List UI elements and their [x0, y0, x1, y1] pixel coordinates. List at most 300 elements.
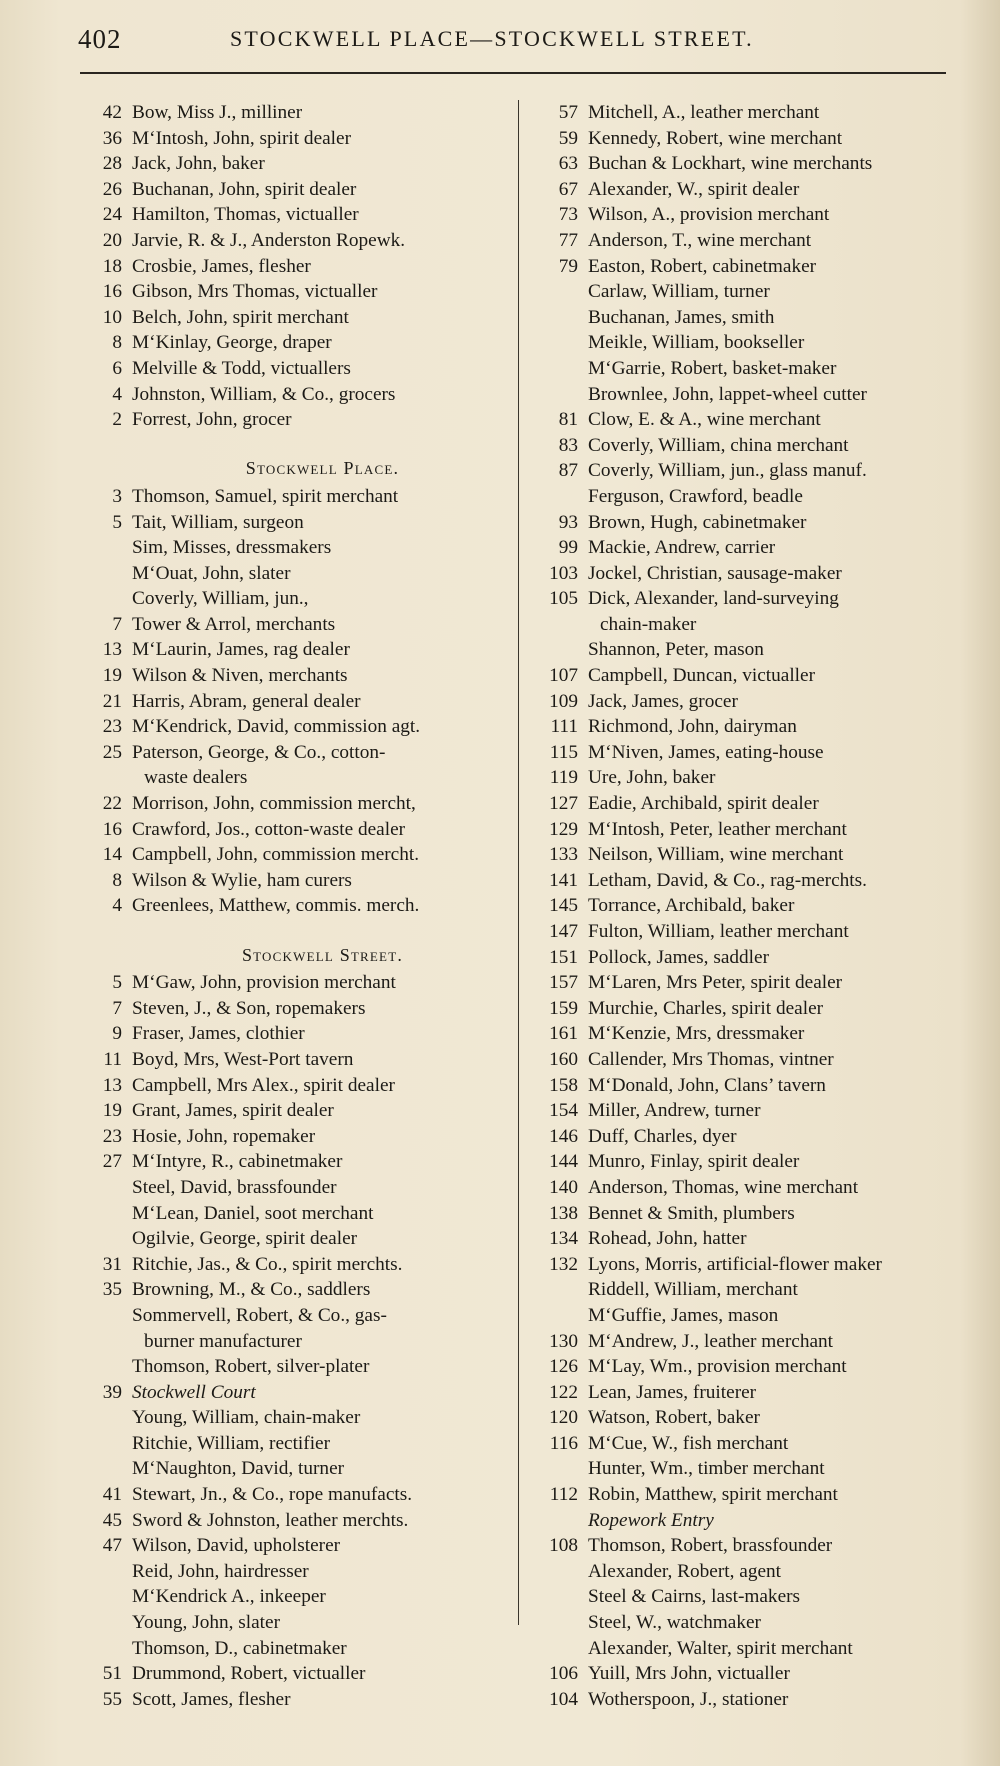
street-number: 47: [102, 1535, 122, 1557]
street-number: 77: [558, 229, 578, 251]
directory-entry: [528, 330, 968, 356]
entry-text: chain-maker: [600, 613, 697, 635]
entry-text: Riddell, William, merchant: [588, 1279, 798, 1301]
entry-text: M‘Andrew, J., leather merchant: [588, 1330, 834, 1352]
directory-entry: [80, 1508, 520, 1534]
street-number: 35: [102, 1279, 122, 1301]
street-number: 3: [112, 485, 122, 507]
directory-entry: [80, 1329, 520, 1355]
entry-text: M‘Garrie, Robert, basket-maker: [588, 357, 837, 379]
street-number: [528, 612, 578, 638]
directory-entry: [80, 1149, 520, 1175]
directory-entry: [80, 714, 520, 740]
street-number: 36: [102, 127, 122, 149]
directory-entry: [80, 1303, 520, 1329]
entry-text: Drummond, Robert, victualler: [132, 1663, 366, 1685]
street-number: 8: [112, 869, 122, 891]
entry-text: Harris, Abram, general dealer: [132, 690, 361, 712]
directory-entry: [80, 1380, 520, 1406]
column-divider: [518, 100, 519, 1625]
directory-entry: [528, 663, 968, 689]
entry-text: Mackie, Andrew, carrier: [588, 537, 776, 559]
entry-text: Ritchie, Jas., & Co., spirit merchts.: [132, 1253, 403, 1275]
entry-text: Thomson, Samuel, spirit merchant: [132, 485, 399, 507]
street-number: 130: [549, 1330, 578, 1352]
street-number: 146: [549, 1125, 578, 1147]
street-number: [80, 1175, 122, 1201]
street-number: [80, 1636, 122, 1662]
street-number: [528, 279, 578, 305]
entry-text: Shannon, Peter, mason: [588, 639, 764, 661]
directory-entry: [528, 1354, 968, 1380]
street-number: [80, 1456, 122, 1482]
entry-text: Reid, John, hairdresser: [132, 1560, 309, 1582]
street-number: 16: [102, 281, 122, 303]
entry-text: Crawford, Jos., cotton-waste dealer: [132, 818, 406, 840]
street-number: 11: [103, 1048, 122, 1070]
entry-text: Alexander, W., spirit dealer: [588, 178, 800, 200]
entry-text: Munro, Finlay, spirit dealer: [588, 1151, 800, 1173]
entry-text: M‘Lean, Daniel, soot merchant: [132, 1202, 374, 1224]
entry-text: Ropework Entry: [588, 1509, 714, 1531]
street-number: 129: [549, 818, 578, 840]
street-number: 83: [558, 434, 578, 456]
entry-text: Tower & Arrol, merchants: [132, 613, 336, 635]
entry-text: M‘Cue, W., fish merchant: [588, 1432, 789, 1454]
directory-entry: [80, 689, 520, 715]
entry-text: Jarvie, R. & J., Anderston Ropewk.: [132, 229, 406, 251]
entry-text: Meikle, William, bookseller: [588, 332, 805, 354]
directory-entry: [528, 1584, 968, 1610]
entry-text: Eadie, Archibald, spirit dealer: [588, 793, 819, 815]
entry-text: Rohead, John, hatter: [588, 1228, 747, 1250]
entry-text: Coverly, William, jun., glass manuf.: [588, 460, 867, 482]
directory-entry: [528, 356, 968, 382]
entry-text: Johnston, William, & Co., grocers: [132, 383, 396, 405]
directory-entry: [80, 1687, 520, 1713]
street-number: 157: [549, 972, 578, 994]
directory-entry: [528, 535, 968, 561]
street-number: [528, 330, 578, 356]
entry-text: Tait, William, surgeon: [132, 511, 304, 533]
directory-entry: [80, 126, 520, 152]
entry-text: Mitchell, A., leather merchant: [588, 102, 820, 123]
entry-text: Lyons, Morris, artificial-flower maker: [588, 1253, 882, 1275]
directory-entry: [80, 1277, 520, 1303]
directory-entry: [80, 1226, 520, 1252]
street-number: 57: [558, 102, 578, 123]
directory-entry: [528, 1610, 968, 1636]
entry-text: Melville & Todd, victuallers: [132, 357, 351, 379]
street-number: 63: [558, 153, 578, 175]
street-number: [528, 382, 578, 408]
entry-text: Wilson & Wylie, ham curers: [132, 869, 352, 891]
entry-text: Hosie, John, ropemaker: [132, 1125, 316, 1147]
entry-text: Duff, Charles, dyer: [588, 1125, 737, 1147]
section-title: Stockwell Street.: [241, 944, 404, 965]
street-number: 151: [549, 946, 578, 968]
entry-text: Bennet & Smith, plumbers: [588, 1202, 795, 1224]
directory-entry: [528, 177, 968, 203]
street-number: 132: [549, 1253, 578, 1275]
directory-entry: [528, 1508, 968, 1534]
directory-entry: [80, 1431, 520, 1457]
directory-entry: [528, 1277, 968, 1303]
entry-text: Gibson, Mrs Thomas, victualler: [132, 281, 378, 303]
street-number: 133: [549, 844, 578, 866]
directory-entry: [528, 1661, 968, 1687]
directory-entry: [528, 1098, 968, 1124]
directory-entry: [528, 1431, 968, 1457]
street-number: 108: [549, 1535, 578, 1557]
directory-entry: [80, 663, 520, 689]
street-number: 119: [549, 767, 578, 789]
street-number: 45: [102, 1509, 122, 1531]
directory-entry: [80, 254, 520, 280]
street-number: [80, 561, 122, 587]
street-number: 127: [549, 793, 578, 815]
section-heading: [80, 433, 520, 484]
street-number: 104: [549, 1688, 578, 1710]
directory-entry: [528, 254, 968, 280]
street-number: 7: [112, 613, 122, 635]
entry-text: Grant, James, spirit dealer: [132, 1100, 334, 1122]
entry-text: Boyd, Mrs, West-Port tavern: [132, 1048, 354, 1070]
directory-entry: [80, 382, 520, 408]
street-number: 106: [549, 1663, 578, 1685]
directory-entry: [80, 510, 520, 536]
directory-entry: [80, 535, 520, 561]
entry-text: Wilson, David, upholsterer: [132, 1535, 341, 1557]
directory-entry: [80, 407, 520, 433]
directory-entry: [528, 868, 968, 894]
directory-entry: [528, 1533, 968, 1559]
directory-entry: [528, 919, 968, 945]
street-number: 140: [549, 1176, 578, 1198]
street-number: [528, 637, 578, 663]
street-number: 144: [549, 1151, 578, 1173]
entry-text: Murchie, Charles, spirit dealer: [588, 997, 824, 1019]
entry-text: Buchan & Lockhart, wine merchants: [588, 153, 873, 175]
directory-entry: [528, 740, 968, 766]
street-number: 93: [558, 511, 578, 533]
directory-entry: [528, 970, 968, 996]
street-number: [528, 305, 578, 331]
street-number: [528, 1456, 578, 1482]
directory-entry: [528, 1124, 968, 1150]
directory-entry: [528, 1559, 968, 1585]
street-number: 87: [558, 460, 578, 482]
directory-entry: [80, 1021, 520, 1047]
directory-entry: [80, 202, 520, 228]
entry-text: Kennedy, Robert, wine merchant: [588, 127, 843, 149]
directory-entry: [528, 279, 968, 305]
directory-entry: [528, 714, 968, 740]
directory-entry: [528, 1636, 968, 1662]
directory-entry: [80, 151, 520, 177]
street-number: 81: [558, 409, 578, 431]
street-number: 73: [558, 204, 578, 226]
directory-entry: [80, 996, 520, 1022]
street-number: 2: [112, 409, 122, 431]
directory-entry: [528, 637, 968, 663]
street-number: 26: [102, 178, 122, 200]
street-number: [80, 1584, 122, 1610]
directory-entry: [80, 637, 520, 663]
directory-entry: [528, 765, 968, 791]
street-number: 41: [102, 1484, 122, 1506]
street-number: [528, 1636, 578, 1662]
directory-entry: [528, 1687, 968, 1713]
entry-text: Campbell, Mrs Alex., spirit dealer: [132, 1074, 395, 1096]
directory-entry: [528, 1329, 968, 1355]
street-number: 134: [549, 1228, 578, 1250]
entry-text: M‘Naughton, David, turner: [132, 1458, 345, 1480]
street-number: 122: [549, 1381, 578, 1403]
entry-text: Easton, Robert, cabinetmaker: [588, 255, 817, 277]
entry-text: Forrest, John, grocer: [132, 409, 292, 431]
entry-text: Greenlees, Matthew, commis. merch.: [132, 895, 420, 917]
directory-entry: [80, 100, 520, 126]
entry-text: Alexander, Robert, agent: [588, 1560, 782, 1582]
entry-text: Fraser, James, clothier: [132, 1023, 305, 1045]
directory-entry: [80, 893, 520, 919]
page-title: STOCKWELL PLACE—STOCKWELL STREET.: [230, 26, 754, 51]
street-number: 19: [102, 665, 122, 687]
street-number: 59: [558, 127, 578, 149]
entry-text: Thomson, Robert, brassfounder: [588, 1535, 833, 1557]
directory-entry: [528, 1226, 968, 1252]
entry-text: Torrance, Archibald, baker: [588, 895, 795, 917]
header-rule: [80, 72, 946, 74]
street-number: [528, 356, 578, 382]
entry-text: Steel, W., watchmaker: [588, 1612, 761, 1634]
street-number: 10: [102, 306, 122, 328]
directory-entry: [80, 1533, 520, 1559]
directory-entry: [80, 356, 520, 382]
street-number: 23: [102, 716, 122, 738]
directory-entry: [80, 1405, 520, 1431]
directory-entry: [80, 868, 520, 894]
entry-text: Sommervell, Robert, & Co., gas-: [132, 1304, 387, 1326]
directory-entry: [528, 126, 968, 152]
street-number: [80, 1610, 122, 1636]
street-number: 6: [112, 357, 122, 379]
street-number: 99: [558, 537, 578, 559]
directory-entry: [528, 791, 968, 817]
directory-entry: [80, 1610, 520, 1636]
directory-entry: [528, 228, 968, 254]
street-number: [528, 1559, 578, 1585]
entry-text: M‘Intosh, John, spirit dealer: [132, 127, 352, 149]
entry-text: M‘Kenzie, Mrs, dressmaker: [588, 1023, 805, 1045]
directory-entry: [80, 586, 520, 612]
directory-entry: [80, 1175, 520, 1201]
entry-text: Hunter, Wm., timber merchant: [588, 1458, 825, 1480]
entry-text: Campbell, Duncan, victualler: [588, 665, 816, 687]
directory-entry: [528, 561, 968, 587]
entry-text: Brown, Hugh, cabinetmaker: [588, 511, 807, 533]
street-number: 160: [549, 1048, 578, 1070]
street-number: 109: [549, 690, 578, 712]
entry-text: Coverly, William, jun.,: [132, 588, 309, 610]
directory-entry: [528, 510, 968, 536]
street-number: 126: [549, 1356, 578, 1378]
directory-entry: [528, 817, 968, 843]
directory-entry: [528, 1149, 968, 1175]
entry-text: Stockwell Court: [132, 1381, 256, 1403]
page-number: 402: [78, 24, 122, 54]
entry-text: M‘Niven, James, eating-house: [588, 741, 824, 763]
entry-text: Letham, David, & Co., rag-merchts.: [588, 869, 867, 891]
directory-entry: [80, 1636, 520, 1662]
entry-text: Scott, James, flesher: [132, 1688, 291, 1710]
directory-entry: [528, 612, 968, 638]
street-number: 23: [102, 1125, 122, 1147]
street-number: 147: [549, 921, 578, 942]
directory-entry: [528, 151, 968, 177]
street-number: 105: [549, 588, 578, 610]
directory-entry: [80, 740, 520, 766]
street-number: 19: [102, 1100, 122, 1122]
entry-text: Browning, M., & Co., saddlers: [132, 1279, 371, 1301]
directory-entry: [80, 279, 520, 305]
directory-entry: [80, 1073, 520, 1099]
entry-text: Robin, Matthew, spirit merchant: [588, 1484, 838, 1506]
entry-text: Carlaw, William, turner: [588, 281, 770, 303]
street-number: 13: [102, 1074, 122, 1096]
street-number: [528, 1508, 578, 1534]
street-number: 8: [112, 332, 122, 354]
entry-text: Wilson, A., provision merchant: [588, 204, 830, 226]
entry-text: Campbell, John, commission mercht.: [132, 844, 420, 866]
street-number: 39: [102, 1381, 122, 1403]
street-number: 13: [102, 639, 122, 661]
entry-text: M‘Intosh, Peter, leather merchant: [588, 818, 847, 840]
street-number: [528, 1277, 578, 1303]
entry-text: M‘Intyre, R., cabinetmaker: [132, 1151, 343, 1173]
section-title: Stockwell Place.: [245, 458, 400, 479]
entry-text: Jack, James, grocer: [588, 690, 738, 712]
entry-text: M‘Guffie, James, mason: [588, 1304, 779, 1326]
entry-text: Stewart, Jn., & Co., rope manufacts.: [132, 1484, 413, 1506]
street-number: [80, 1405, 122, 1431]
street-number: 14: [102, 844, 122, 866]
entry-text: burner manufacturer: [144, 1330, 302, 1352]
entry-text: Fulton, William, leather merchant: [588, 921, 849, 942]
street-number: 154: [549, 1100, 578, 1122]
street-number: 4: [112, 383, 122, 405]
entry-text: Richmond, John, dairyman: [588, 716, 797, 738]
directory-entry: [528, 1175, 968, 1201]
directory-entry: [528, 305, 968, 331]
entry-text: Buchanan, James, smith: [588, 306, 775, 328]
entry-text: Dick, Alexander, land-surveying: [588, 588, 839, 610]
street-number: [80, 1226, 122, 1252]
entry-text: Wotherspoon, J., stationer: [588, 1688, 789, 1710]
directory-entry: [80, 1354, 520, 1380]
street-number: 21: [102, 690, 122, 712]
directory-entry: [528, 1405, 968, 1431]
street-number: 79: [558, 255, 578, 277]
entry-text: Ure, John, baker: [588, 767, 716, 789]
directory-entry: [528, 1073, 968, 1099]
directory-entry: [528, 407, 968, 433]
directory-entry: [80, 1482, 520, 1508]
directory-entry: [80, 177, 520, 203]
entry-text: Bow, Miss J., milliner: [132, 102, 303, 123]
directory-entry: [528, 1047, 968, 1073]
directory-entry: [528, 945, 968, 971]
directory-entry: [80, 228, 520, 254]
entry-text: Young, William, chain-maker: [132, 1407, 361, 1429]
entry-text: Miller, Andrew, turner: [588, 1100, 761, 1122]
street-number: 25: [102, 741, 122, 763]
entry-text: Young, John, slater: [132, 1612, 281, 1634]
directory-entry: [528, 689, 968, 715]
directory-entry: [528, 586, 968, 612]
street-number: 103: [549, 562, 578, 584]
entry-text: M‘Kendrick, David, commission agt.: [132, 716, 421, 738]
entry-text: M‘Laurin, James, rag dealer: [132, 639, 350, 661]
street-number: [80, 1303, 122, 1329]
entry-text: Anderson, T., wine merchant: [588, 229, 812, 251]
directory-entry: [80, 612, 520, 638]
street-number: 115: [549, 741, 578, 763]
entry-text: Ogilvie, George, spirit dealer: [132, 1228, 358, 1250]
left-column: [80, 100, 520, 1712]
entry-text: M‘Donald, John, Clans’ tavern: [588, 1074, 826, 1096]
directory-entry: [528, 433, 968, 459]
street-number: 145: [549, 895, 578, 917]
street-number: 7: [112, 997, 122, 1019]
directory-entry: [528, 1482, 968, 1508]
page-header: [0, 22, 1000, 62]
directory-entry: [528, 484, 968, 510]
entry-text: M‘Kinlay, George, draper: [132, 332, 332, 354]
street-number: 27: [102, 1151, 122, 1173]
street-number: 4: [112, 895, 122, 917]
street-number: 112: [549, 1484, 578, 1506]
street-number: 158: [549, 1074, 578, 1096]
directory-entry: [80, 305, 520, 331]
street-number: 16: [102, 818, 122, 840]
street-number: 67: [558, 178, 578, 200]
street-number: 51: [102, 1663, 122, 1685]
street-number: [80, 765, 122, 791]
directory-entry: [528, 1201, 968, 1227]
entry-text: Buchanan, John, spirit dealer: [132, 178, 357, 200]
entry-text: Brownlee, John, lappet-wheel cutter: [588, 383, 867, 405]
directory-entry: [528, 1252, 968, 1278]
entry-text: Thomson, D., cabinetmaker: [132, 1637, 347, 1659]
entry-text: Steven, J., & Son, ropemakers: [132, 997, 366, 1019]
directory-entry: [80, 842, 520, 868]
street-number: [528, 1584, 578, 1610]
entry-text: M‘Kendrick A., inkeeper: [132, 1586, 326, 1608]
street-number: 42: [102, 102, 122, 123]
entry-text: Hamilton, Thomas, victualler: [132, 204, 359, 226]
street-number: 31: [102, 1253, 122, 1275]
entry-text: Neilson, William, wine merchant: [588, 844, 844, 866]
entry-text: M‘Gaw, John, provision merchant: [132, 972, 396, 994]
entry-text: Crosbie, James, flesher: [132, 255, 311, 277]
entry-text: M‘Ouat, John, slater: [132, 562, 291, 584]
entry-text: Steel & Cairns, last-makers: [588, 1586, 801, 1608]
street-number: [80, 1354, 122, 1380]
directory-entry: [528, 1021, 968, 1047]
entry-text: Belch, John, spirit merchant: [132, 306, 349, 328]
